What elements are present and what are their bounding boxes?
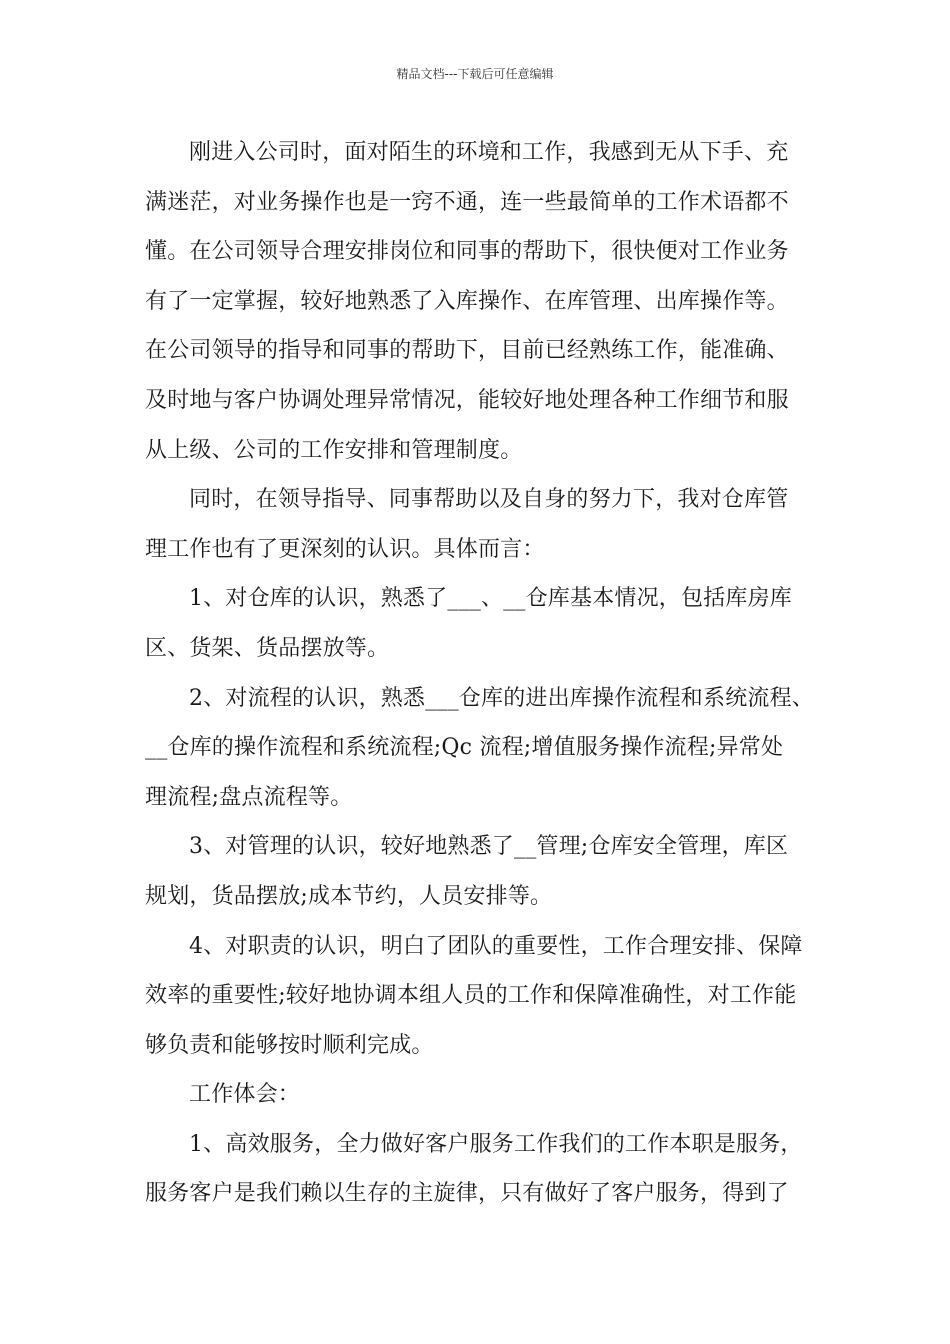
document-body — [145, 128, 817, 1219]
paragraph-understanding — [145, 475, 817, 574]
paragraph-experience-1 — [145, 1120, 817, 1219]
paragraph-section-heading — [145, 1070, 817, 1120]
text-line: 区、货架、货品摆放等。 — [145, 635, 390, 661]
text-line: 4、对职责的认识，明白了团队的重要性，工作合理安排、保障 — [189, 933, 803, 959]
text-line: 3、对管理的认识，较好地熟悉了__管理;仓库安全管理，库区 — [189, 834, 789, 860]
paragraph-intro — [145, 128, 817, 475]
text-line: 1、高效服务，全力做好客户服务工作我们的工作本职是服务， — [189, 1131, 803, 1157]
text-line: 刚进入公司时，面对陌生的环境和工作，我感到无从下手、充 — [189, 140, 789, 165]
page-header: 精品文档---下载后可任意编辑 — [396, 67, 554, 81]
text-line: 够负责和能够按时顺利完成。 — [145, 1032, 434, 1058]
text-line: 服务客户是我们赖以生存的主旋律，只有做好了客户服务，得到了 — [145, 1181, 789, 1207]
text-line: 1、对仓库的认识，熟悉了___、__仓库基本情况，包括库房库 — [189, 586, 792, 612]
text-line: 理工作也有了更深刻的认识。具体而言： — [145, 536, 545, 562]
text-line: 同时，在领导指导、同事帮助以及自身的努力下，我对仓库管 — [189, 487, 789, 513]
paragraph-item-1 — [145, 574, 817, 673]
text-line: 在公司领导的指导和同事的帮助下，目前已经熟练工作，能准确、 — [145, 338, 789, 364]
text-line: 理流程;盘点流程等。 — [145, 784, 353, 810]
text-line: 懂。在公司领导合理安排岗位和同事的帮助下，很快便对工作业务 — [145, 239, 789, 265]
text-line: 效率的重要性;较好地协调本组人员的工作和保障准确性，对工作能 — [145, 983, 797, 1009]
paragraph-item-4 — [145, 922, 817, 1071]
paragraph-item-2 — [145, 674, 817, 823]
text-line: 从上级、公司的工作安排和管理制度。 — [145, 437, 523, 463]
section-heading: 工作体会： — [189, 1082, 301, 1108]
text-line: 有了一定掌握，较好地熟悉了入库操作、在库管理、出库操作等。 — [145, 288, 789, 314]
paragraph-item-3 — [145, 822, 817, 921]
text-line: 及时地与客户协调处理异常情况，能较好地处理各种工作细节和服 — [145, 387, 789, 413]
text-line: 规划，货品摆放;成本节约，人员安排等。 — [145, 883, 553, 909]
text-line: 满迷茫，对业务操作也是一窍不通，连一些最简单的工作术语都不 — [145, 189, 789, 215]
text-line: __仓库的操作流程和系统流程;Qc 流程;增值服务操作流程;异常处 — [145, 735, 784, 761]
text-line: 2、对流程的认识，熟悉___仓库的进出库操作流程和系统流程、 — [189, 685, 814, 711]
